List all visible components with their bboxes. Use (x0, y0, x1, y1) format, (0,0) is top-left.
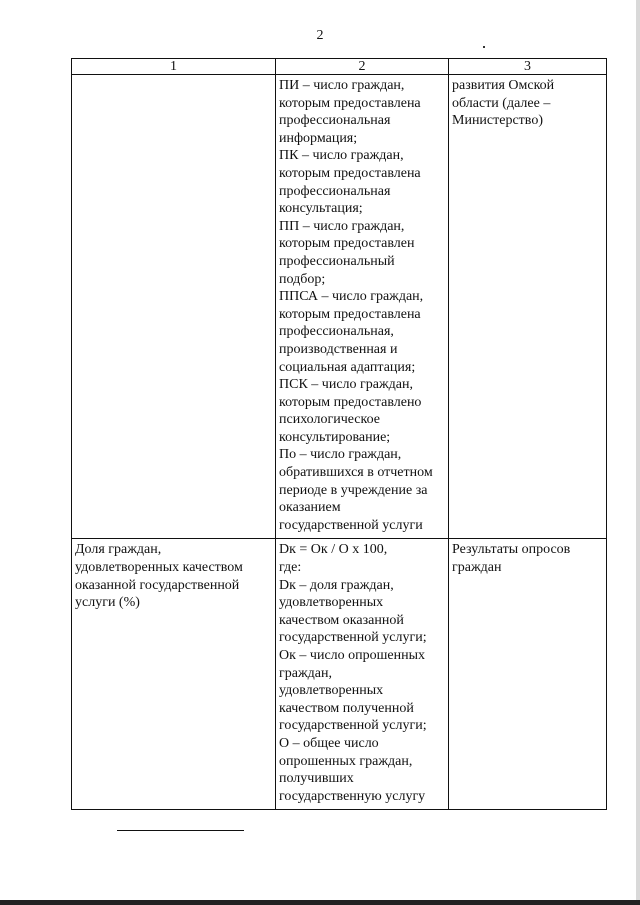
cell-text-line: граждан (452, 560, 502, 576)
cell-text-line: оказанием (279, 500, 341, 516)
cell-text-line: качеством оказанной (279, 612, 404, 628)
cell-text-line: Результаты опросов (452, 542, 571, 558)
cell-text-line: О – общее число (279, 735, 379, 751)
cell-text-line: области (далее – (452, 95, 551, 111)
cell-text-line: развития Омской (452, 78, 555, 93)
cell-text-line: Dк = Ок / О х 100, (279, 542, 388, 558)
cell-text-line: опрошенных граждан, (279, 753, 413, 769)
cell-text-line: Министерство) (452, 113, 543, 129)
cell-text-line: психологическое (279, 412, 380, 428)
row-1-source-cell (449, 75, 607, 539)
cell-text-line: которым предоставлено (279, 394, 422, 410)
page-number: 2 (316, 28, 324, 43)
cell-text-line: консультация; (279, 201, 363, 217)
row-1-formula-cell (276, 75, 449, 539)
cell-text-line: ПИ – число граждан, (279, 78, 405, 93)
cell-text-line: социальная адаптация; (279, 359, 416, 375)
cell-text-line: которым предоставлена (279, 306, 421, 322)
cell-text-line: профессиональный (279, 253, 395, 269)
cell-text-line: Ок – число опрошенных (279, 648, 426, 663)
cell-text-line: информация; (279, 130, 358, 146)
cell-text-line: Dк – доля граждан, (279, 577, 394, 593)
scan-dot (483, 46, 485, 48)
cell-text-line: ПК – число граждан, (279, 148, 404, 164)
cell-text-line: производственная и (279, 341, 398, 357)
cell-text-line: государственной услуги (279, 517, 423, 533)
cell-text-line: профессиональная (279, 183, 391, 199)
cell-text-line: ПСК – число граждан, (279, 377, 413, 393)
cell-text-line: которым предоставлена (279, 95, 421, 111)
column-header-1: 1 (72, 59, 276, 75)
cell-text-line: государственной услуги; (279, 718, 427, 734)
footnote-separator (117, 830, 244, 831)
cell-text-line: государственную услугу (279, 788, 426, 804)
cell-text-line: удовлетворенных качеством (75, 560, 243, 576)
cell-text-line: ПП – число граждан, (279, 218, 405, 234)
table-row (72, 539, 607, 810)
table-header-row (72, 59, 607, 75)
cell-text-line: государственной услуги; (279, 630, 427, 646)
indicator-table (71, 58, 607, 810)
cell-text-line: граждан, (279, 665, 332, 681)
row-2-indicator-cell (72, 539, 276, 810)
cell-text-line: ППСА – число граждан, (279, 289, 424, 305)
table-row (72, 75, 607, 539)
row-2-formula-cell (276, 539, 449, 810)
cell-text-line: По – число граждан, (279, 447, 402, 463)
cell-text-line: оказанной государственной (75, 577, 240, 593)
cell-text-line: которым предоставлена (279, 165, 421, 181)
scan-edge-right (636, 0, 640, 905)
row-1-indicator-cell (72, 75, 276, 539)
cell-text-line: получивших (279, 771, 354, 787)
column-header-2: 2 (276, 59, 449, 75)
column-header-3: 3 (449, 59, 607, 75)
cell-text-line: профессиональная (279, 113, 391, 129)
cell-text-line: удовлетворенных (279, 683, 384, 699)
cell-text-line: удовлетворенных (279, 595, 384, 611)
cell-text-line: подбор; (279, 271, 326, 287)
row-2-source-cell (449, 539, 607, 810)
scan-speck (316, 4, 346, 7)
cell-text-line: качеством полученной (279, 700, 414, 716)
scan-edge-bottom (0, 900, 640, 905)
cell-text-line: консультирование; (279, 429, 391, 445)
cell-text-line: профессиональная, (279, 324, 394, 340)
cell-text-line: услуги (%) (75, 595, 140, 611)
cell-text-line: обратившихся в отчетном (279, 465, 433, 481)
cell-text-line: где: (279, 560, 302, 576)
cell-text-line: Доля граждан, (75, 542, 162, 558)
cell-text-line: которым предоставлен (279, 236, 415, 252)
cell-text-line: периоде в учреждение за (279, 482, 428, 498)
